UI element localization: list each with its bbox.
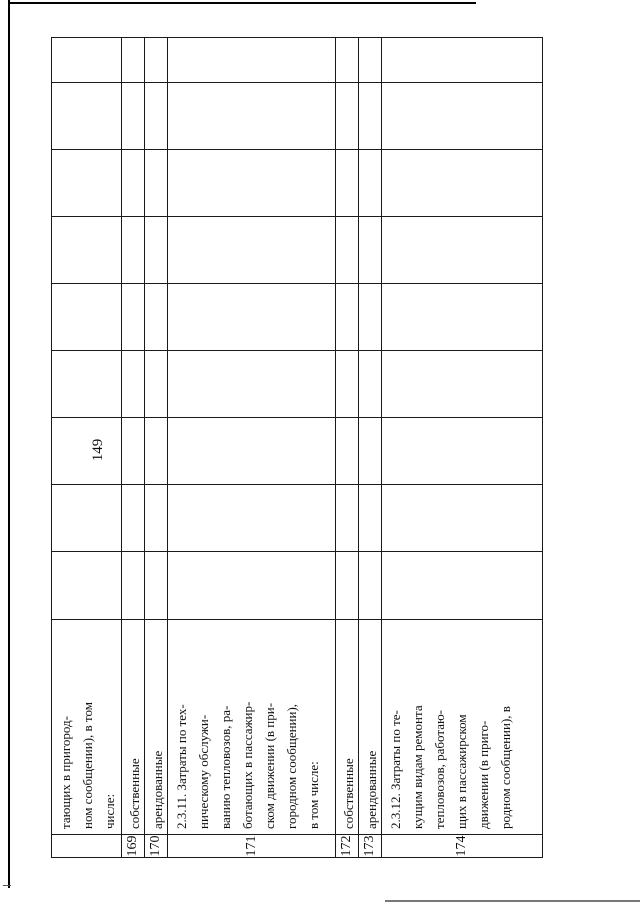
row-label: 2.3.12. Затраты по те- кущим видам ремонта тепловозов, работаю- щих в пассажирском движении (в приго- родном сообщении), в xyxy=(382,620,543,835)
table-cell xyxy=(336,418,359,485)
row-label: собственные xyxy=(122,620,145,835)
table-cell xyxy=(336,284,359,351)
table-cell xyxy=(122,83,145,150)
table-cell xyxy=(52,38,122,83)
table-cell xyxy=(145,418,168,485)
table-cell xyxy=(359,485,382,552)
table-cell xyxy=(382,552,543,620)
table-row xyxy=(336,38,359,858)
row-label: арендованные xyxy=(359,620,382,835)
table-cell xyxy=(122,485,145,552)
table-cell xyxy=(122,284,145,351)
table-cell xyxy=(122,351,145,418)
table-cell xyxy=(382,83,543,150)
table-row xyxy=(52,38,122,858)
table-row xyxy=(382,38,543,858)
table-cell xyxy=(168,83,336,150)
table-row xyxy=(359,38,382,858)
row-number: 173 xyxy=(359,835,382,858)
row-label: тающих в пригород- ном сообщении), в том числе: xyxy=(52,620,122,835)
table-cell xyxy=(382,38,543,83)
table-cell xyxy=(52,217,122,284)
table-cell xyxy=(168,351,336,418)
table-cell xyxy=(168,38,336,83)
page-number: 149 xyxy=(90,438,106,462)
table-cell xyxy=(52,150,122,217)
table-cell xyxy=(145,217,168,284)
table-cell xyxy=(122,217,145,284)
table-row xyxy=(145,38,168,858)
table-cell xyxy=(382,284,543,351)
table-cell xyxy=(336,38,359,83)
table-cell xyxy=(336,217,359,284)
table-cell xyxy=(359,418,382,485)
table-cell xyxy=(145,150,168,217)
table-cell xyxy=(122,150,145,217)
table-cell xyxy=(52,351,122,418)
table-cell xyxy=(359,83,382,150)
cost-table xyxy=(51,37,543,858)
table-cell xyxy=(52,284,122,351)
table-cell xyxy=(52,485,122,552)
table-cell xyxy=(52,83,122,150)
table-cell xyxy=(168,284,336,351)
row-label: арендованные xyxy=(145,620,168,835)
table-cell xyxy=(145,38,168,83)
row-number: 170 xyxy=(145,835,168,858)
table-cell xyxy=(168,418,336,485)
table-cell xyxy=(336,485,359,552)
row-label: собственные xyxy=(336,620,359,835)
row-number: 172 xyxy=(336,835,359,858)
row-number: 169 xyxy=(122,835,145,858)
table-cell xyxy=(359,150,382,217)
table-cell xyxy=(52,418,122,485)
table-cell xyxy=(382,485,543,552)
table-cell xyxy=(145,552,168,620)
table-cell xyxy=(336,552,359,620)
table-row xyxy=(168,38,336,858)
table-cell xyxy=(382,217,543,284)
table-cell xyxy=(336,351,359,418)
table-cell xyxy=(382,351,543,418)
table-cell xyxy=(382,150,543,217)
table-cell xyxy=(168,485,336,552)
table-cell xyxy=(359,351,382,418)
table-cell xyxy=(168,552,336,620)
row-number xyxy=(52,835,122,858)
table-cell xyxy=(359,284,382,351)
table-cell xyxy=(336,83,359,150)
table-cell xyxy=(168,217,336,284)
table-cell xyxy=(336,150,359,217)
table-row xyxy=(122,38,145,858)
table-cell xyxy=(145,83,168,150)
table-cell xyxy=(382,418,543,485)
table-cell xyxy=(359,552,382,620)
table-cell xyxy=(145,284,168,351)
table-cell xyxy=(122,38,145,83)
table-cell xyxy=(145,485,168,552)
table-cell xyxy=(168,150,336,217)
row-number: 174 xyxy=(382,835,543,858)
table-cell xyxy=(145,351,168,418)
table-cell xyxy=(52,552,122,620)
table-cell xyxy=(359,38,382,83)
table-cell xyxy=(122,552,145,620)
table-cell xyxy=(359,217,382,284)
row-label: 2.3.11. Затраты по тех- ническому обслужи- ванию тепловозов, ра- ботающих в пассажир- ском движении (в при- городном сообщении), в том числе: xyxy=(168,620,336,835)
row-number: 171 xyxy=(168,835,336,858)
table-cell xyxy=(122,418,145,485)
